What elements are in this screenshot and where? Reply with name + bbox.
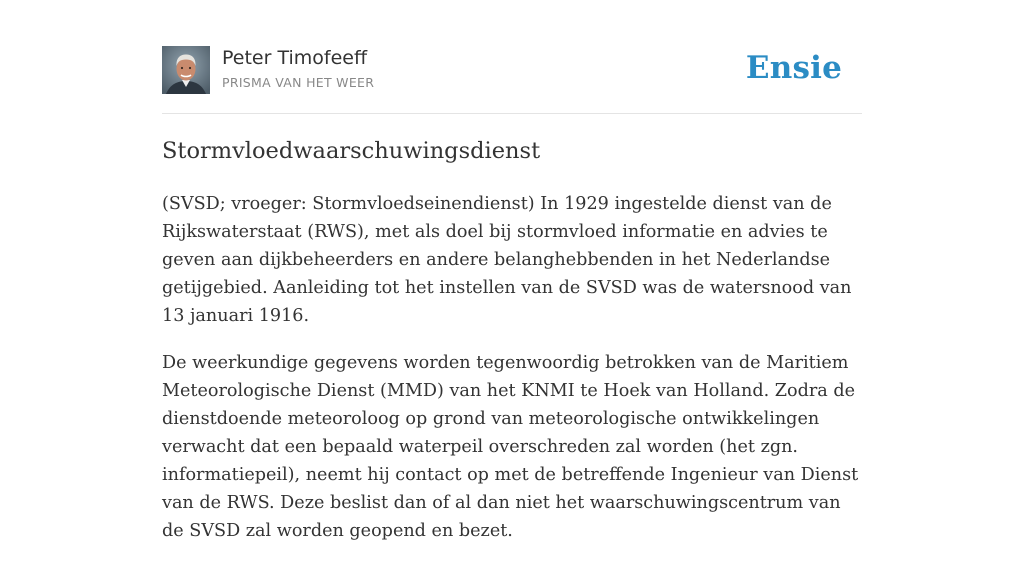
article-paragraph: (SVSD; vroeger: Stormvloedseinendienst) In 1929 ingestelde dienst van de Rijkswaterstaat (RWS), met als doel bij stormvloed informatie en advies te geven aan dijkbeheerders en andere belanghebbenden in het Nederlandse getijgebied. Aanleiding tot het instellen van de SVSD was de watersnood van 13 januari 1916. [162, 194, 852, 326]
avatar-photo [162, 46, 210, 94]
article-title: Stormvloedwaarschuwingsdienst [162, 138, 541, 164]
article-body [162, 190, 862, 564]
article-paragraph: De weerkundige gegevens worden tegenwoordig betrokken van de Maritiem Meteorologische Dienst (MMD) van het KNMI te Hoek van Holland. Zodra de dienstdoende meteoroloog op grond van meteorologische ontwikkelingen verwacht dat een bepaald waterpeil overschreden zal worden (het zgn. informatiepeil), neemt hij contact op met de betreffende Ingenieur van Dienst van de RWS. Deze beslist dan of al dan niet het waarschuwingscentrum van de SVSD zal worden geopend en bezet. [162, 353, 859, 541]
author-avatar[interactable] [162, 46, 210, 94]
header-divider [162, 113, 862, 114]
author-name[interactable]: Peter Timofeeff [222, 47, 368, 69]
author-header [162, 46, 862, 96]
ensie-logo[interactable]: Ensie [745, 50, 842, 86]
publication-name[interactable]: PRISMA VAN HET WEER [222, 75, 375, 90]
